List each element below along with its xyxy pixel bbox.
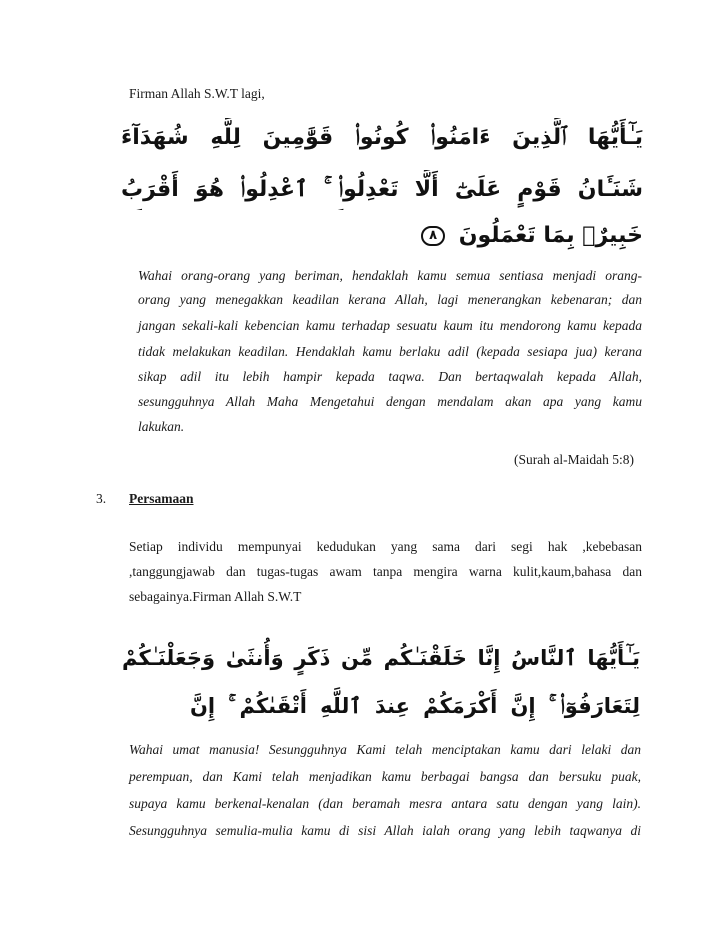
ayah-number-marker: ٨ <box>421 226 445 246</box>
translation-line: lakukan. <box>138 419 185 434</box>
translation-line: perempuan, dan Kami telah menjadikan kamu berbagai bangsa dan bersuku puak, <box>129 769 641 784</box>
paragraph-line: ,tanggungjawab dan tugas-tugas awam tanpa mengira warna kulit,kaum,bahasa dan <box>129 564 642 579</box>
arabic-text: خَبِيرٌۢ بِمَا تَعْمَلُونَ <box>458 223 643 248</box>
section-number: 3. <box>96 491 107 506</box>
translation-line: Wahai orang-orang yang beriman, hendaklah kamu semua sentiasa menjadi orang- <box>138 268 642 283</box>
intro-firman: Firman Allah S.W.T lagi, <box>129 86 265 101</box>
translation-line: supaya kamu berkenal-kenalan (dan beramah mesra antara satu dengan yang lain). <box>129 796 641 811</box>
paragraph-line: sebagainya.Firman Allah S.W.T <box>129 589 302 604</box>
translation-line: tidak melakukan keadilan. Hendaklah kamu berlaku adil (kepada sesiapa jua) kerana <box>138 344 642 359</box>
arabic-line: شَنَـَٔانُ قَوْمٍ عَلَىٰٓ أَلَّا تَعْدِلُوا۟ ۚ ٱعْدِلُوا۟ هُوَ أَقْرَبُ <box>121 177 643 202</box>
paragraph-line: Setiap individu mempunyai kedudukan yang sama dari segi hak ,kebebasan <box>129 539 642 554</box>
section-heading: Persamaan <box>129 491 194 506</box>
arabic-line <box>300 216 643 256</box>
surah-citation: (Surah al-Maidah 5:8) <box>514 452 634 467</box>
translation-line: orang yang menegakkan keadilan kerana Allah, lagi menerangkan kebenaran; dan <box>138 292 642 307</box>
translation-line: sikap adil itu lebih hampir kepada taqwa. Dan bertaqwalah kepada Allah, <box>138 369 642 384</box>
arabic-line: يَـٰٓأَيُّهَا ٱلنَّاسُ إِنَّا خَلَقْنَـٰكُم مِّن ذَكَرٍ وَأُنثَىٰ وَجَعَلْنَـٰكُمْ <box>122 646 640 670</box>
translation-line: Sesungguhnya semulia-mulia kamu di sisi Allah ialah orang yang lebih taqwanya di <box>129 823 641 838</box>
arabic-line: يَـٰٓأَيُّهَا ٱلَّذِينَ ءَامَنُوا۟ كُونُوا۟ قَوَّٰمِينَ لِلَّهِ شُهَدَآءَ <box>121 125 643 150</box>
translation-line: jangan sekali-kali kebencian kamu terhadap sesuatu kaum itu mendorong kamu kepada <box>138 318 642 333</box>
translation-line: sesungguhnya Allah Maha Mengetahui dengan mendalam akan apa yang kamu <box>138 394 642 409</box>
translation-line: Wahai umat manusia! Sesungguhnya Kami telah menciptakan kamu dari lelaki dan <box>129 742 641 757</box>
arabic-text: لِتَعَارَفُوٓا۟ ۚ إِنَّ أَكْرَمَكُمْ عِندَ ٱللَّهِ أَتْقَىٰكُمْ ۚ إِنَّ <box>190 694 640 718</box>
arabic-line <box>190 684 640 728</box>
